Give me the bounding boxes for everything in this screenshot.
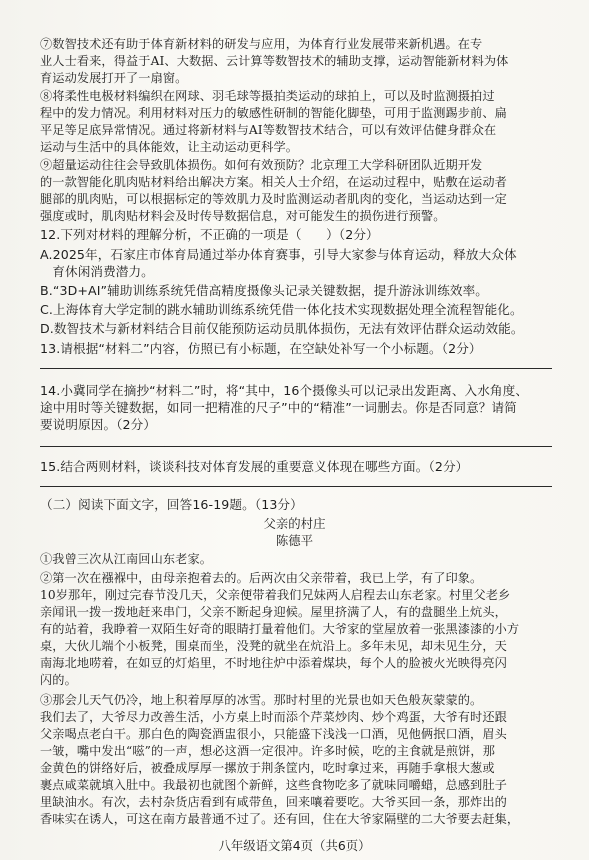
answer-line-15[interactable] (40, 486, 552, 487)
material-paragraph-9: ⑨超量运动往往会导致肌体损伤。如何有效预防？北京理工大学科研团队近期开发 的一款智能化肌肉贴材料给出解决方案。相关人士介绍，在运动过程中，贴敷在运动者 腿部的肌肉贴，可以根据标定的等效肌力及时监测运动者肌肉的变化，当运动达到一定 强度或时，肌肉贴材料会及时传导数据信息，对可能发生的损伤进行预警。 (40, 158, 507, 223)
question-12-option-c: C.上海体育大学定制的跳水辅助训练系统凭借一体化技术实现数据处理全流程智能化。 (40, 302, 523, 317)
question-12-option-b: B.“3D+AI”辅助训练系统凭借高精度摄像头记录关键数据，提升游泳训练效率。 (40, 283, 488, 298)
story-paragraph-2: ②第一次在襁褓中，由母亲抱着去的。后两次由父亲带着，我已上学，有了印象。 10岁那年，刚过完春节没几天，父亲便带着我们兄妹两人启程去山东老家。村里父老乡 亲闻讯一拨一拨地赶来串门，父亲不断起身迎候。屋里挤满了人，有的盘腿坐上炕头， 有的站着，我睁着一双陌生好奇的眼睛打量着他们。大爷家的堂屋放着一张黑漆漆的小方 桌，大伙儿端个小板凳，围桌而坐，没凳的就坐在炕沿上。多年未见，却未见生分，天 南海北地唠着，在如豆的灯焰里，不时地往炉中添着煤块，每个人的脸被火光映得亮闪 闪的。 (40, 571, 520, 687)
story-author: 陈德平 (275, 533, 314, 548)
question-15: 15.结合两则材料，谈谈科技对体育发展的重要意义体现在哪些方面。（2分） (40, 459, 469, 474)
story-paragraph-3: ③那会儿天气仍冷，地上积着厚厚的冰雪。那时村里的光景也如天色般灰蒙蒙的。 我们去了，大爷尽力改善生活，小方桌上时而添个芹菜炒肉、炒个鸡蛋，大爷有时还跟 父亲喝点老白干。那白色的陶瓷酒盅很小，只能盛下浅浅一口酒，见他俩抿口酒，眉头 一皱，嘴中发出“嗞”的一声，想必这酒一定很冲。许多时候，吃的主食就是煎饼，那 金黄色的饼络好后，被叠成厚厚一摞放于荆条筐内，吃时拿过来，再随手拿根大葱或 裹点咸菜就填入肚中。我最初也就图个新鲜，这些食物吃多了就味同嚼蜡，总感到肚子 里缺油水。有次，去村杂货店看到有咸带鱼，回来嚷着要吃。大爷买回一条，那炸出的 香味实在诱人，可这在南方最普通不过了。还有回，住在大爷家隔壁的二大爷要去赶集， (40, 693, 520, 826)
section-two-heading: （二）阅读下面文字，回答16-19题。（13分） (40, 497, 303, 512)
question-12-option-a: A.2025年，石家庄市体育局通过举办体育赛事，引导大家参与体育运动，释放大众体 育休闲消费潜力。 (40, 247, 517, 279)
material-paragraph-8: ⑧将柔性电极材料编织在网球、羽毛球等摄拍类运动的球拍上，可以及时监测摄拍过 程中的发力情况。利用材料对压力的敏感性研制的智能化脚垫，可用于监测踢步前、扁 平足等足底异常情况。通过将新材料与AI等数智技术结合，可以有效评估健身群众在 运动与生活中的具体能效，让主动运动更科学。 (40, 89, 507, 154)
answer-line-13[interactable] (40, 368, 552, 369)
question-12-option-d: D.数智技术与新材料结合目前仅能预防运动员肌体损伤，无法有效评估群众运动效能。 (40, 321, 524, 336)
page-footer: 八年级语文第4页（共6页） (218, 838, 371, 853)
material-paragraph-7: ⑦数智技术还有助于体育新材料的研发与应用，为体育行业发展带来新机遇。在专 业人士看来，得益于AI、大数据、云计算等数智技术的辅助支撑，运动智能新材料为体 育运动发展打开了一扇窗。 (40, 37, 509, 85)
question-12-stem: 12.下列对材料的理解分析，不正确的一项是（ ）（2分） (40, 227, 379, 242)
question-13: 13.请根据“材料二”内容，仿照已有小标题，在空缺处补写一个小标题。（2分） (40, 341, 482, 356)
answer-line-14[interactable] (40, 446, 552, 447)
question-14: 14.小冀同学在摘抄“材料二”时，将“其中，16个摄像头可以记录出发距离、入水角度、 途中用时等关键数据，如同一把精准的尺子”中的“精准”一词删去。你是否同意？请简 要说明原因。（2分） (40, 383, 529, 432)
story-title: 父亲的村庄 (263, 516, 326, 531)
story-paragraph-1: ①我曾三次从江南回山东老家。 (40, 552, 213, 566)
